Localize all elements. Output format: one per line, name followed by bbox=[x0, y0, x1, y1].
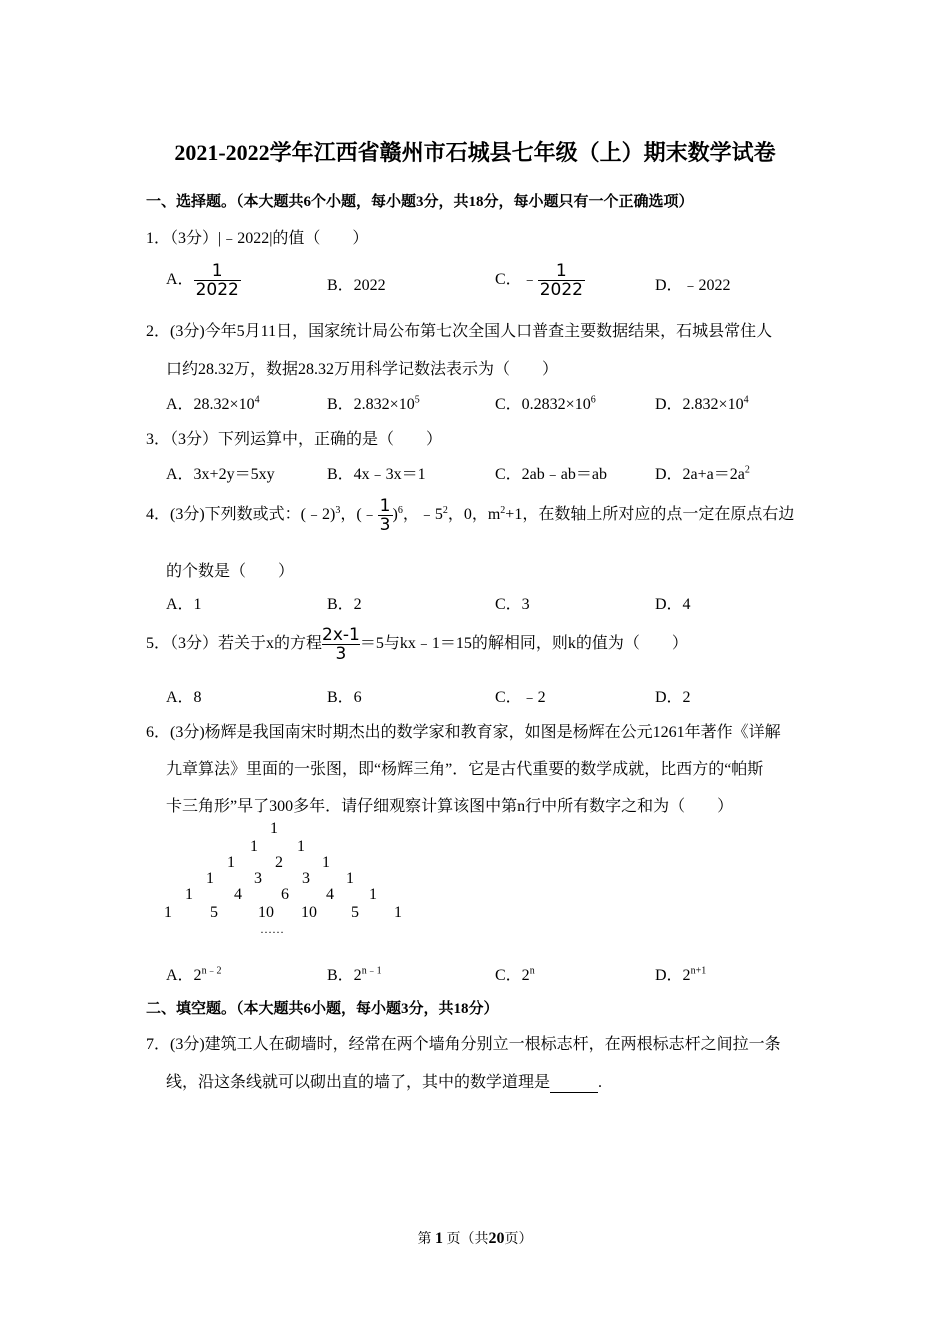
question-6-option-c bbox=[495, 962, 535, 985]
numerator: 1 bbox=[555, 261, 567, 281]
exponent: 5 bbox=[414, 394, 420, 406]
text: 5．（3分）若关于x的方程 bbox=[146, 635, 323, 653]
exponent: 3 bbox=[335, 504, 341, 516]
triangle-number: 10 bbox=[258, 904, 274, 921]
triangle-number: 1 bbox=[164, 904, 172, 921]
triangle-number: 10 bbox=[301, 904, 317, 921]
continuation-dots: …… bbox=[260, 922, 284, 936]
triangle-number: 1 bbox=[250, 838, 258, 855]
triangle-number: 6 bbox=[281, 886, 289, 903]
triangle-number: 3 bbox=[302, 870, 310, 887]
denominator: 3 bbox=[379, 515, 391, 535]
question-2-option-b bbox=[327, 391, 420, 414]
fraction bbox=[378, 497, 393, 534]
text: ，(﹣ bbox=[340, 506, 378, 524]
question-1-option-d: D．﹣2022 bbox=[655, 277, 731, 294]
question-5-option-d: D．2 bbox=[655, 689, 691, 706]
text: ＝5与kx﹣1＝15的解相同，则k的值为（ ） bbox=[359, 635, 688, 653]
text: ，0，m bbox=[447, 506, 501, 524]
option-text: D．2 bbox=[655, 967, 691, 984]
option-text: D．2.832×10 bbox=[655, 396, 744, 413]
text: ，﹣5 bbox=[402, 506, 443, 524]
triangle-number: 1 bbox=[297, 838, 305, 855]
question-2-option-d bbox=[655, 391, 749, 414]
question-3-option-a: A．3x+2y＝5xy bbox=[166, 466, 275, 483]
denominator: 3 bbox=[322, 644, 360, 663]
exponent: 6 bbox=[590, 394, 596, 406]
question-2-line-2: 口约28.32万，数据28.32万用科学记数法表示为（ ） bbox=[166, 361, 559, 378]
minus-sign: ﹣ bbox=[521, 271, 538, 289]
option-text: A．28.32×10 bbox=[166, 396, 255, 413]
question-3-option-d bbox=[655, 461, 750, 484]
exponent: 4 bbox=[743, 394, 749, 406]
footer-middle: 页（共 bbox=[446, 1232, 489, 1247]
numerator: 1 bbox=[211, 261, 223, 281]
option-text: B．2.832×10 bbox=[327, 396, 415, 413]
option-text: D．2a+a＝2a bbox=[655, 466, 745, 483]
answer-blank[interactable] bbox=[550, 1074, 598, 1093]
question-4-option-c: C．3 bbox=[495, 596, 530, 613]
text: ) bbox=[392, 506, 398, 524]
section-heading-fill-in: 二、填空题。（本大题共6小题，每小题3分，共18分） bbox=[146, 1001, 499, 1017]
question-6-line-1: 6．(3分)杨辉是我国南宋时期杰出的数学家和教育家，如图是杨辉在公元1261年著作《详解 bbox=[146, 724, 781, 741]
option-text: C．2 bbox=[495, 967, 530, 984]
option-text: B．2 bbox=[327, 967, 362, 984]
question-7-line-1: 7．(3分)建筑工人在砌墙时，经常在两个墙角分别立一根标志杆，在两根标志杆之间拉一条 bbox=[146, 1036, 781, 1053]
page-title: 2021-2022学年江西省赣州市石城县七年级（上）期末数学试卷 bbox=[174, 140, 776, 165]
numerator: 1 bbox=[379, 496, 391, 516]
triangle-number: 3 bbox=[254, 870, 262, 887]
exponent: n﹣2 bbox=[201, 965, 222, 977]
footer-suffix: 页） bbox=[504, 1232, 533, 1247]
question-1-option-b: B．2022 bbox=[327, 277, 386, 294]
exponent: n+1 bbox=[690, 965, 707, 977]
question-1-option-c bbox=[495, 262, 585, 299]
question-6-option-d bbox=[655, 962, 706, 985]
text: 4．(3分)下列数或式：(﹣2) bbox=[146, 506, 336, 524]
exponent: 2 bbox=[744, 464, 750, 476]
exponent: 4 bbox=[254, 394, 260, 406]
denominator: 2022 bbox=[539, 280, 583, 300]
triangle-number: 1 bbox=[394, 904, 402, 921]
triangle-number: 1 bbox=[270, 820, 278, 837]
question-5-stem bbox=[146, 626, 688, 663]
option-text: C．0.2832×10 bbox=[495, 396, 591, 413]
question-5-option-b: B．6 bbox=[327, 689, 362, 706]
question-3-option-b: B．4x﹣3x＝1 bbox=[327, 466, 426, 483]
question-4-option-d: D．4 bbox=[655, 596, 691, 613]
text: . bbox=[598, 1074, 603, 1091]
triangle-number: 5 bbox=[351, 904, 359, 921]
triangle-number: 1 bbox=[346, 870, 354, 887]
fraction bbox=[194, 262, 241, 299]
question-6-option-a bbox=[166, 962, 222, 985]
exponent: n bbox=[529, 965, 535, 977]
denominator: 2022 bbox=[195, 280, 239, 300]
text: 线，沿这条线就可以砌出直的墙了，其中的数学道理是 bbox=[166, 1074, 551, 1091]
triangle-number: 1 bbox=[227, 854, 235, 871]
triangle-number: 1 bbox=[369, 886, 377, 903]
option-text: A．2 bbox=[166, 967, 202, 984]
question-4-option-b: B．2 bbox=[327, 596, 362, 613]
triangle-number: 1 bbox=[206, 870, 214, 887]
question-2-option-c bbox=[495, 391, 596, 414]
exponent: 6 bbox=[397, 504, 403, 516]
exponent: 2 bbox=[500, 504, 506, 516]
yang-hui-triangle-figure bbox=[150, 818, 420, 943]
question-6-line-3: 卡三角形”早了300多年．请仔细观察计算该图中第n行中所有数字之和为（ ） bbox=[166, 798, 734, 815]
question-6-option-b bbox=[327, 962, 382, 985]
question-3-option-c: C．2ab﹣ab＝ab bbox=[495, 466, 607, 483]
question-5-option-a: A．8 bbox=[166, 689, 202, 706]
question-2-option-a bbox=[166, 391, 260, 414]
text: +1，在数轴上所对应的点一定在原点右边 bbox=[505, 506, 795, 524]
option-label: C． bbox=[495, 271, 522, 289]
question-1-option-a bbox=[166, 262, 241, 299]
exponent: 2 bbox=[442, 504, 448, 516]
page-total: 20 bbox=[488, 1230, 505, 1247]
triangle-number: 5 bbox=[210, 904, 218, 921]
question-5-option-c: C．﹣2 bbox=[495, 689, 546, 706]
page-number: 1 bbox=[435, 1230, 443, 1247]
triangle-number: 4 bbox=[326, 886, 334, 903]
fraction bbox=[538, 262, 585, 299]
question-1-stem: 1．（3分）|﹣2022|的值（ ） bbox=[146, 230, 369, 247]
section-heading-choice: 一、选择题。（本大题共6个小题，每小题3分，共18分，每小题只有一个正确选项） bbox=[146, 194, 694, 210]
question-4-line-1 bbox=[146, 497, 794, 534]
question-6-line-2: 九章算法》里面的一张图，即“杨辉三角”．它是古代重要的数学成就，比西方的“帕斯 bbox=[166, 761, 764, 778]
exponent: n﹣1 bbox=[361, 965, 382, 977]
option-label: A． bbox=[166, 271, 194, 289]
numerator: 2x-1 bbox=[322, 625, 360, 645]
triangle-number: 4 bbox=[234, 886, 242, 903]
page-footer bbox=[0, 1228, 950, 1248]
triangle-number: 2 bbox=[275, 854, 283, 871]
triangle-number: 1 bbox=[185, 886, 193, 903]
triangle-number: 1 bbox=[322, 854, 330, 871]
question-7-line-2 bbox=[166, 1069, 602, 1093]
fraction bbox=[322, 626, 360, 663]
question-4-option-a: A．1 bbox=[166, 596, 202, 613]
footer-prefix: 第 bbox=[417, 1232, 432, 1247]
question-3-stem: 3．（3分）下列运算中，正确的是（ ） bbox=[146, 431, 443, 448]
question-2-line-1: 2．(3分)今年5月11日，国家统计局公布第七次全国人口普查主要数据结果，石城县常住人 bbox=[146, 323, 773, 340]
question-4-line-2: 的个数是（ ） bbox=[166, 563, 295, 580]
